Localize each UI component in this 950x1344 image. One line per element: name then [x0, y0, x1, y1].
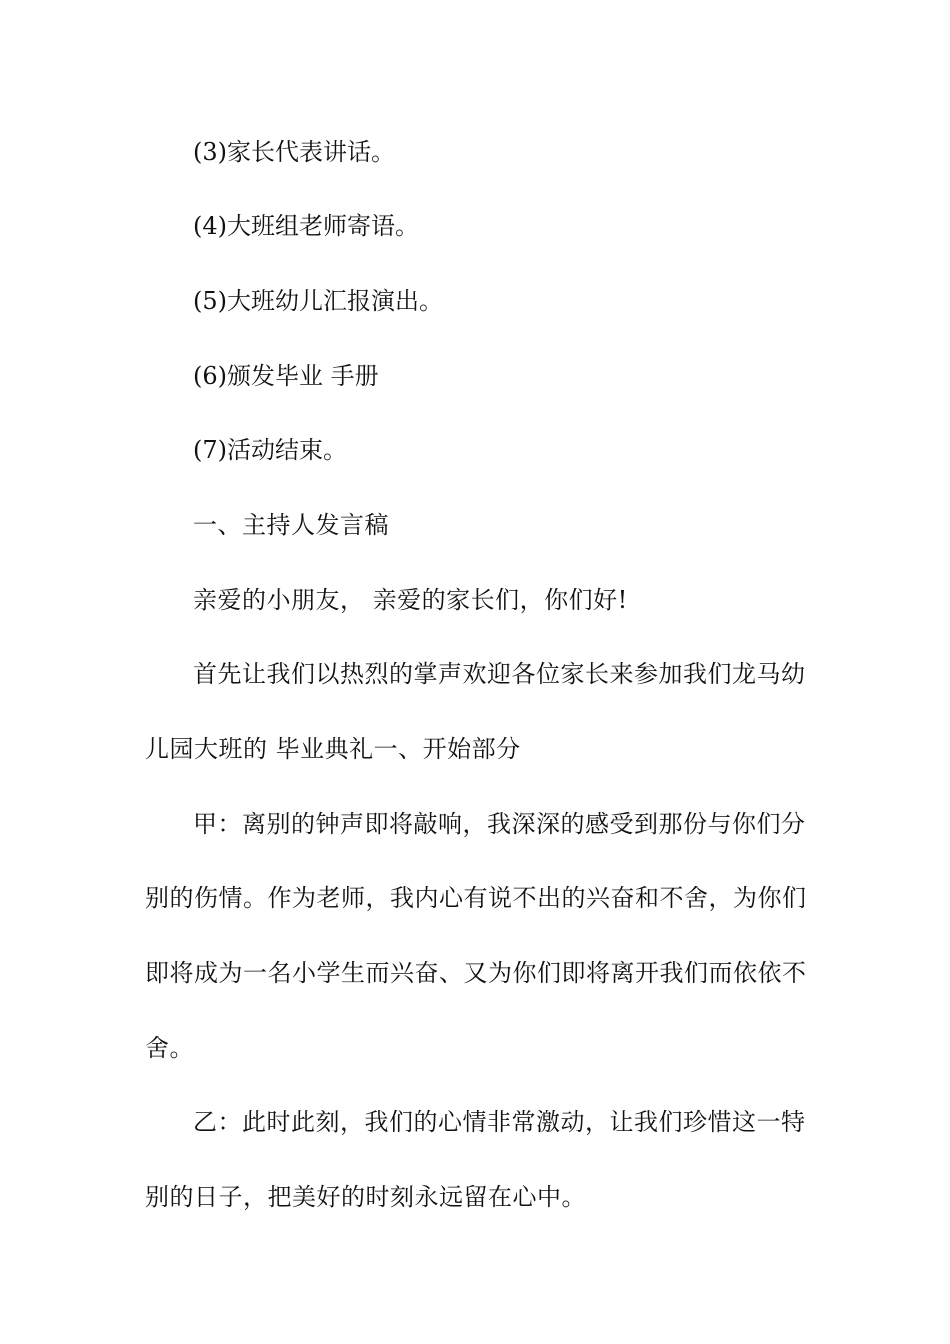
list-item-6: (6)颁发毕业 手册 — [193, 362, 379, 390]
paragraph-2-line-4: 舍。 — [145, 1034, 194, 1062]
paragraph-1-line-1: 首先让我们以热烈的掌声欢迎各位家长来参加我们龙马幼 — [193, 660, 806, 688]
list-item-4: (4)大班组老师寄语。 — [193, 212, 419, 240]
paragraph-1-line-2: 儿园大班的 毕业典礼一、开始部分 — [145, 735, 521, 763]
paragraph-2-line-1: 甲：离别的钟声即将敲响，我深深的感受到那份与你们分 — [193, 810, 806, 838]
paragraph-2-line-3: 即将成为一名小学生而兴奋、又为你们即将离开我们而依依不 — [145, 959, 807, 987]
paragraph-3-line-1: 乙：此时此刻，我们的心情非常激动，让我们珍惜这一特 — [193, 1108, 806, 1136]
section-heading: 一、主持人发言稿 — [193, 511, 389, 539]
paragraph-3-line-2: 别的日子，把美好的时刻永远留在心中。 — [145, 1183, 586, 1211]
paragraph-2-line-2: 别的伤情。作为老师，我内心有说不出的兴奋和不舍，为你们 — [145, 884, 807, 912]
list-item-5: (5)大班幼儿汇报演出。 — [193, 287, 443, 315]
list-item-3: (3)家长代表讲话。 — [193, 138, 395, 166]
greeting-line: 亲爱的小朋友， 亲爱的家长们，你们好! — [193, 586, 628, 614]
list-item-7: (7)活动结束。 — [193, 436, 347, 464]
